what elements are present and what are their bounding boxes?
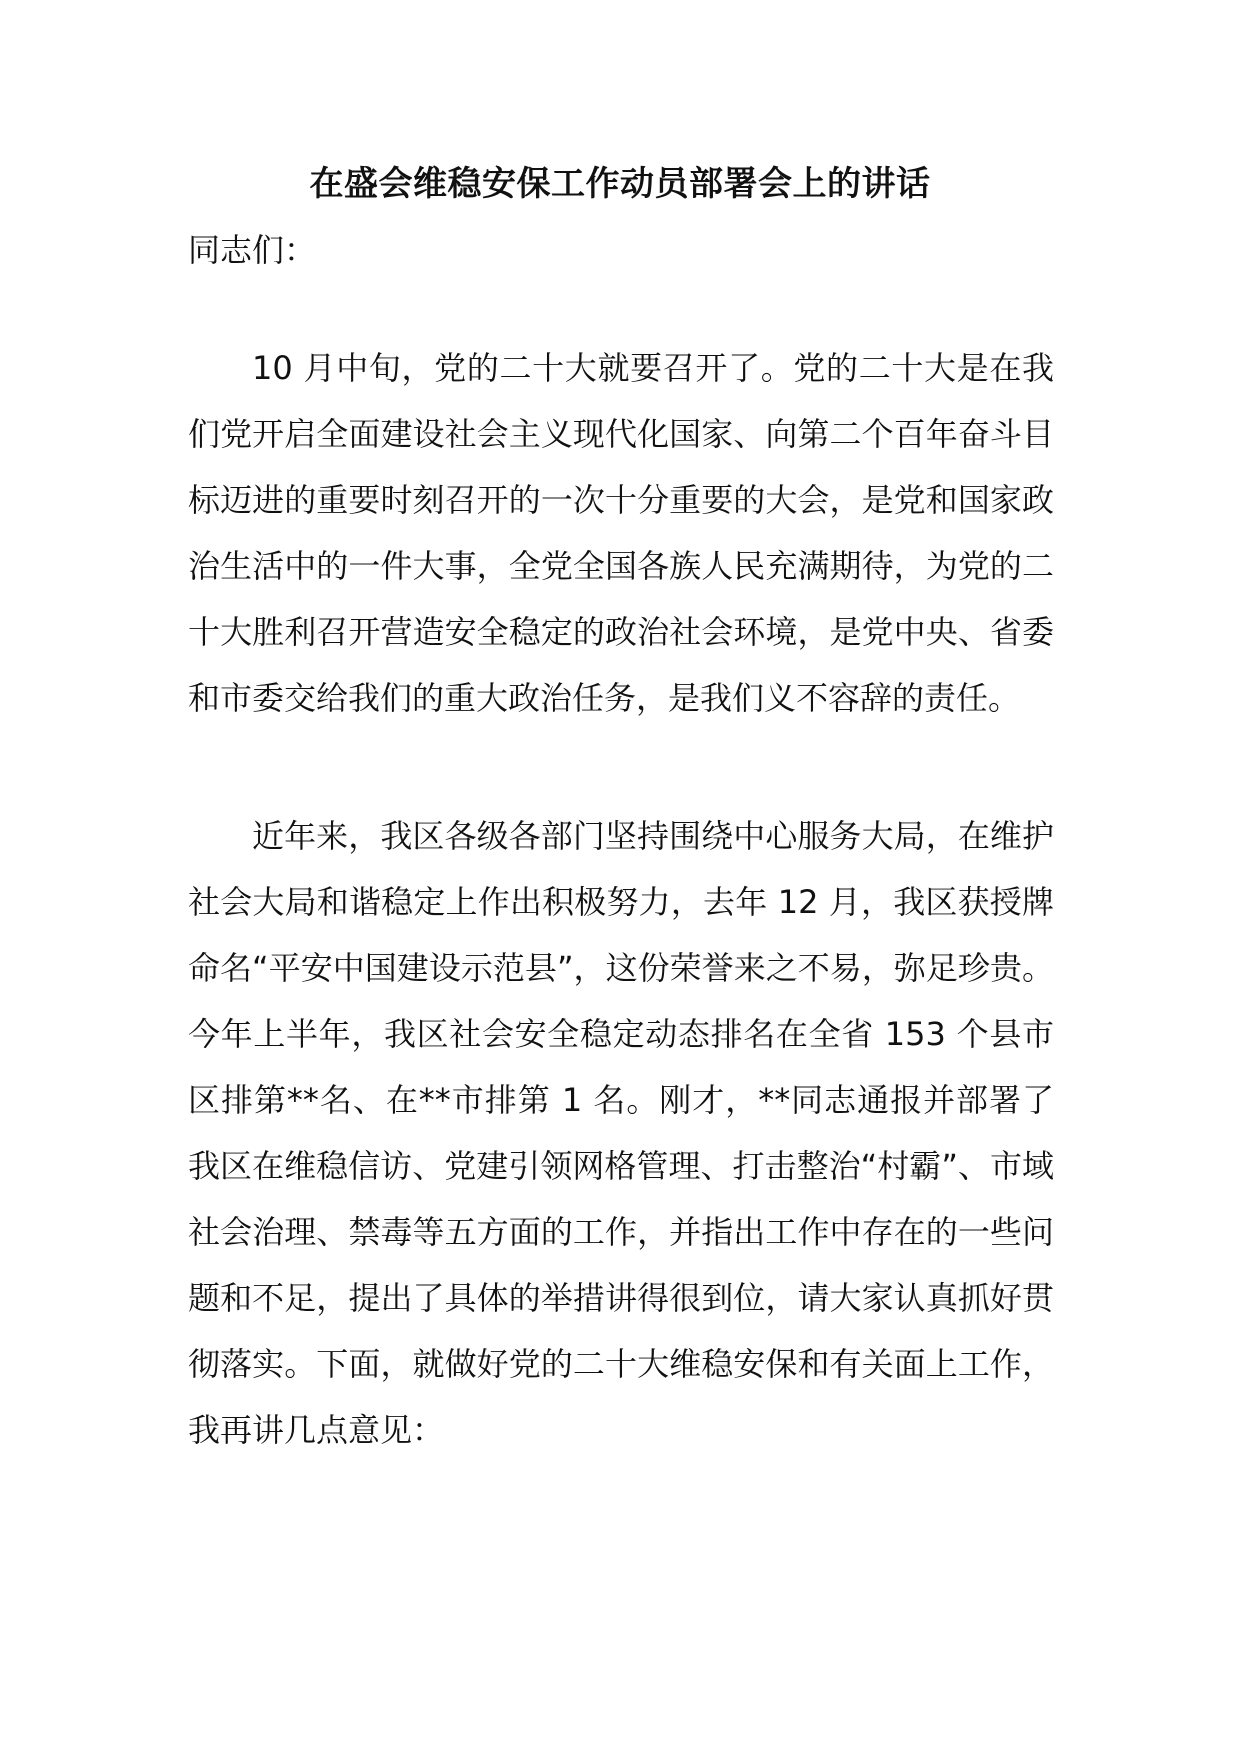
document-title: 在盛会维稳安保工作动员部署会上的讲话	[309, 164, 931, 204]
body-paragraph: 近年来，我区各级各部门坚持围绕中心服务大局，在维护社会大局和谐稳定上作出积极努力，去年 12 月，我区获授牌命名“平安中国建设示范县”，这份荣誉来之不易，弥足珍贵。今年上半年，我区社会安全稳定动态排名在全省 153 个县市区排第**名、在**市排第 1 名。刚才，**同志通报并部署了我区在维稳信访、党建引领网格管理、打击整治“村霸”、市域社会治理、禁毒等五方面的工作，并指出工作中存在的一些问题和不足，提出了具体的举措讲得很到位，请大家认真抓好贯彻落实。下面，就做好党的二十大维稳安保和有关面上工作，我再讲几点意见：	[188, 817, 1054, 1449]
salutation: 同志们：	[188, 231, 317, 269]
body-paragraph: 10 月中旬，党的二十大就要召开了。党的二十大是在我们党开启全面建设社会主义现代化国家、向第二个百年奋斗目标迈进的重要时刻召开的一次十分重要的大会，是党和国家政治生活中的一件大事，全党全国各族人民充满期待，为党的二十大胜利召开营造安全稳定的政治社会环境，是党中央、省委和市委交给我们的重大政治任务，是我们义不容辞的责任。	[188, 349, 1054, 717]
